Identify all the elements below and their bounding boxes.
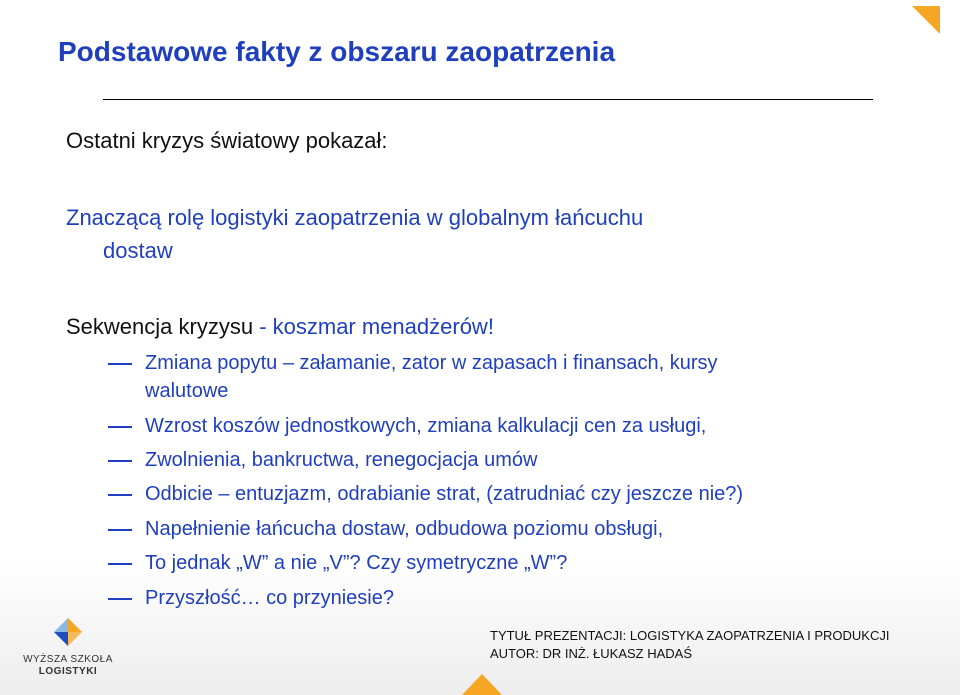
bullet-text: Przyszłość… co przyniesie? (145, 587, 394, 609)
crisis-sequence-heading (66, 314, 494, 340)
school-name-line-2: LOGISTYKI (38, 666, 98, 677)
dash-bullet-icon (108, 460, 132, 462)
dash-bullet-icon (108, 426, 132, 428)
role-text-line-2: dostaw (103, 238, 173, 263)
presentation-author: AUTOR: DR INŻ. ŁUKASZ HADAŚ (490, 646, 693, 661)
crisis-sequence-label: Sekwencja kryzysu (66, 314, 254, 339)
dash-bullet-icon (108, 563, 132, 565)
title-divider (103, 99, 873, 100)
school-name (18, 654, 118, 678)
dash-bullet-icon (108, 494, 132, 496)
section-heading: Ostatni kryzys światowy pokazał: (66, 128, 388, 153)
bullet-text: Wzrost koszów jednostkowych, zmiana kalkulacji cen za usługi, (145, 415, 707, 437)
dash-bullet-icon (108, 529, 132, 531)
bullet-text: Napełnienie łańcucha dostaw, odbudowa poziomu obsługi, (145, 518, 664, 540)
bullet-text: walutowe (145, 380, 229, 402)
corner-triangle-decoration (912, 6, 940, 34)
bullet-text: To jednak „W” a nie „V”? Czy symetryczne „W”? (145, 552, 568, 574)
role-text-line-1: Znaczącą rolę logistyki zaopatrzenia w globalnym łańcuchu (66, 205, 644, 230)
school-logo-icon (18, 614, 118, 654)
slide-title: Podstawowe fakty z obszaru zaopatrzenia (58, 36, 616, 67)
presentation-footer (490, 627, 889, 663)
bullet-text: Odbicie – entuzjazm, odrabianie strat, (zatrudniać czy jeszcze nie?) (145, 483, 744, 505)
dash-bullet-icon (108, 363, 132, 365)
bullet-text: Zmiana popytu – załamanie, zator w zapasach i finansach, kursy (145, 352, 718, 374)
bullet-text: Zwolnienia, bankructwa, renegocjacja umów (145, 449, 538, 471)
school-name-line-1: WYŻSZA SZKOŁA (23, 654, 113, 665)
school-logo (18, 614, 118, 682)
crisis-sequence-subtitle: - koszmar menadżerów! (253, 314, 494, 339)
dash-bullet-icon (108, 598, 132, 600)
bottom-triangle-decoration (462, 674, 502, 695)
presentation-title: TYTUŁ PREZENTACJI: LOGISTYKA ZAOPATRZENIA I PRODUKCJI (490, 628, 890, 643)
